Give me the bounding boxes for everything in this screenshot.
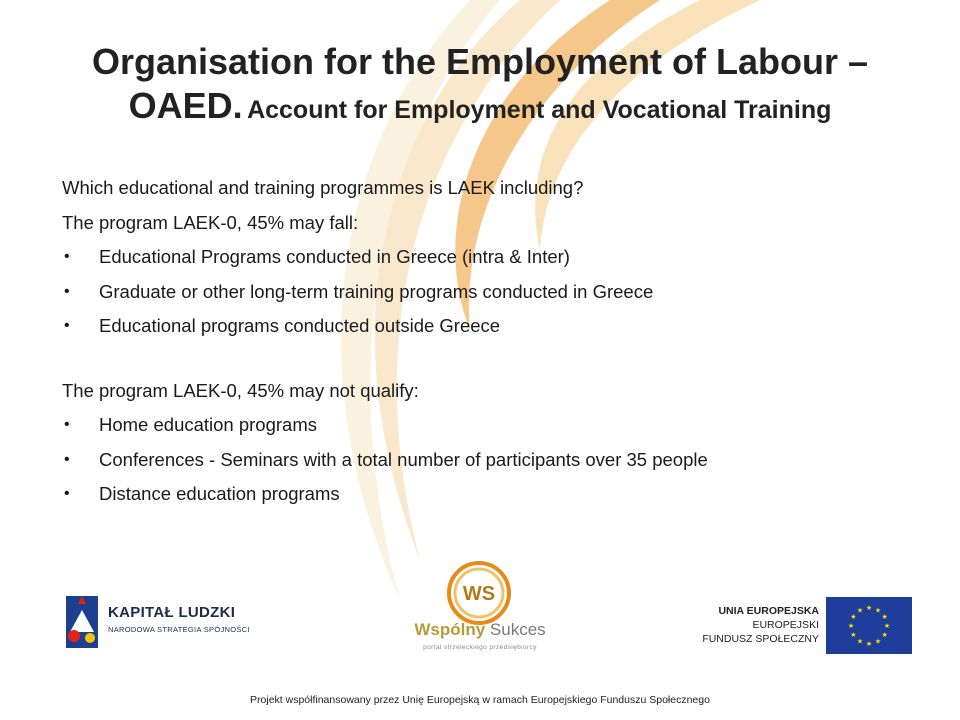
bullet-icon: • xyxy=(64,450,70,468)
title-line-2-big: OAED. xyxy=(128,84,243,126)
list-item-text: Distance education programs xyxy=(99,483,340,504)
eu-star-icon: ★ xyxy=(850,632,857,639)
list-item-text: Home education programs xyxy=(99,414,317,435)
eu-fund-logo xyxy=(700,597,915,654)
bullet-icon: • xyxy=(64,416,70,433)
bullet-icon: • xyxy=(64,282,70,300)
list-item xyxy=(62,484,922,504)
may-fall-heading: The program LAEK-0, 45% may fall: xyxy=(62,211,359,233)
list-item xyxy=(62,316,922,336)
eu-star-icon: ★ xyxy=(874,638,882,646)
eu-line-1: UNIA EUROPEJSKA xyxy=(718,605,819,617)
ws-name-part1: Wspólny xyxy=(414,620,486,639)
title-line-2-small: Account for Employment and Vocational Training xyxy=(247,95,832,124)
eu-star-icon: ★ xyxy=(850,614,857,621)
list-item-text: Conferences - Seminars with a total number of participants over 35 people xyxy=(99,448,708,470)
kapital-ludzki-logo xyxy=(60,592,300,652)
footer-cofinancing-note: Projekt współfinansowany przez Unię Europejską w ramach Europejskiego Funduszu Społecznego xyxy=(250,694,710,706)
slide-body xyxy=(62,178,922,519)
list-item-text: Educational programs conducted outside Greece xyxy=(99,315,501,336)
may-fall-list xyxy=(62,247,922,336)
wspolny-sukces-name xyxy=(410,620,550,640)
list-item-text: Graduate or other long-term training programs conducted in Greece xyxy=(99,280,654,302)
list-item xyxy=(62,415,922,435)
ws-monogram: WS xyxy=(462,583,496,605)
title-line-1: Organisation for the Employment of Labour – xyxy=(91,41,869,82)
bullet-icon: • xyxy=(64,317,70,334)
eu-star-icon: ★ xyxy=(865,641,873,648)
bullet-icon: • xyxy=(64,248,70,265)
wspolny-sukces-logo xyxy=(410,560,550,660)
kapital-ludzki-name: KAPITAŁ LUDZKI xyxy=(108,604,236,621)
may-not-list xyxy=(62,415,922,504)
eu-line-2: EUROPEJSKI xyxy=(752,619,819,631)
eu-star-icon: ★ xyxy=(847,623,855,630)
kapital-ludzki-emblem-icon xyxy=(60,592,104,652)
eu-star-icon: ★ xyxy=(874,607,882,615)
wspolny-sukces-emblem-icon xyxy=(446,560,512,626)
kapital-ludzki-subtitle: NARODOWA STRATEGIA SPÓJNOŚCI xyxy=(108,625,250,634)
ws-name-part2: Sukces xyxy=(489,620,546,639)
list-item-text: Educational Programs conducted in Greece (intra & Inter) xyxy=(99,246,570,267)
eu-line-3: FUNDUSZ SPOŁECZNY xyxy=(702,633,819,645)
eu-star-icon: ★ xyxy=(881,632,888,639)
intro-question: Which educational and training programmes is LAEK including? xyxy=(62,177,584,198)
eu-star-icon: ★ xyxy=(883,623,891,630)
eu-star-icon: ★ xyxy=(856,638,864,646)
eu-star-icon: ★ xyxy=(881,614,888,621)
list-item xyxy=(62,282,922,302)
eu-star-icon: ★ xyxy=(865,605,873,612)
list-item xyxy=(62,247,922,267)
may-not-heading: The program LAEK-0, 45% may not qualify: xyxy=(62,379,419,401)
slide-title xyxy=(40,40,920,128)
eu-flag-icon xyxy=(826,597,912,654)
bullet-icon: • xyxy=(64,485,70,502)
wspolny-sukces-tagline: portal strzeleckiego przedsiębiorcy xyxy=(423,644,537,651)
eu-star-icon: ★ xyxy=(856,607,864,615)
list-item xyxy=(62,450,922,470)
